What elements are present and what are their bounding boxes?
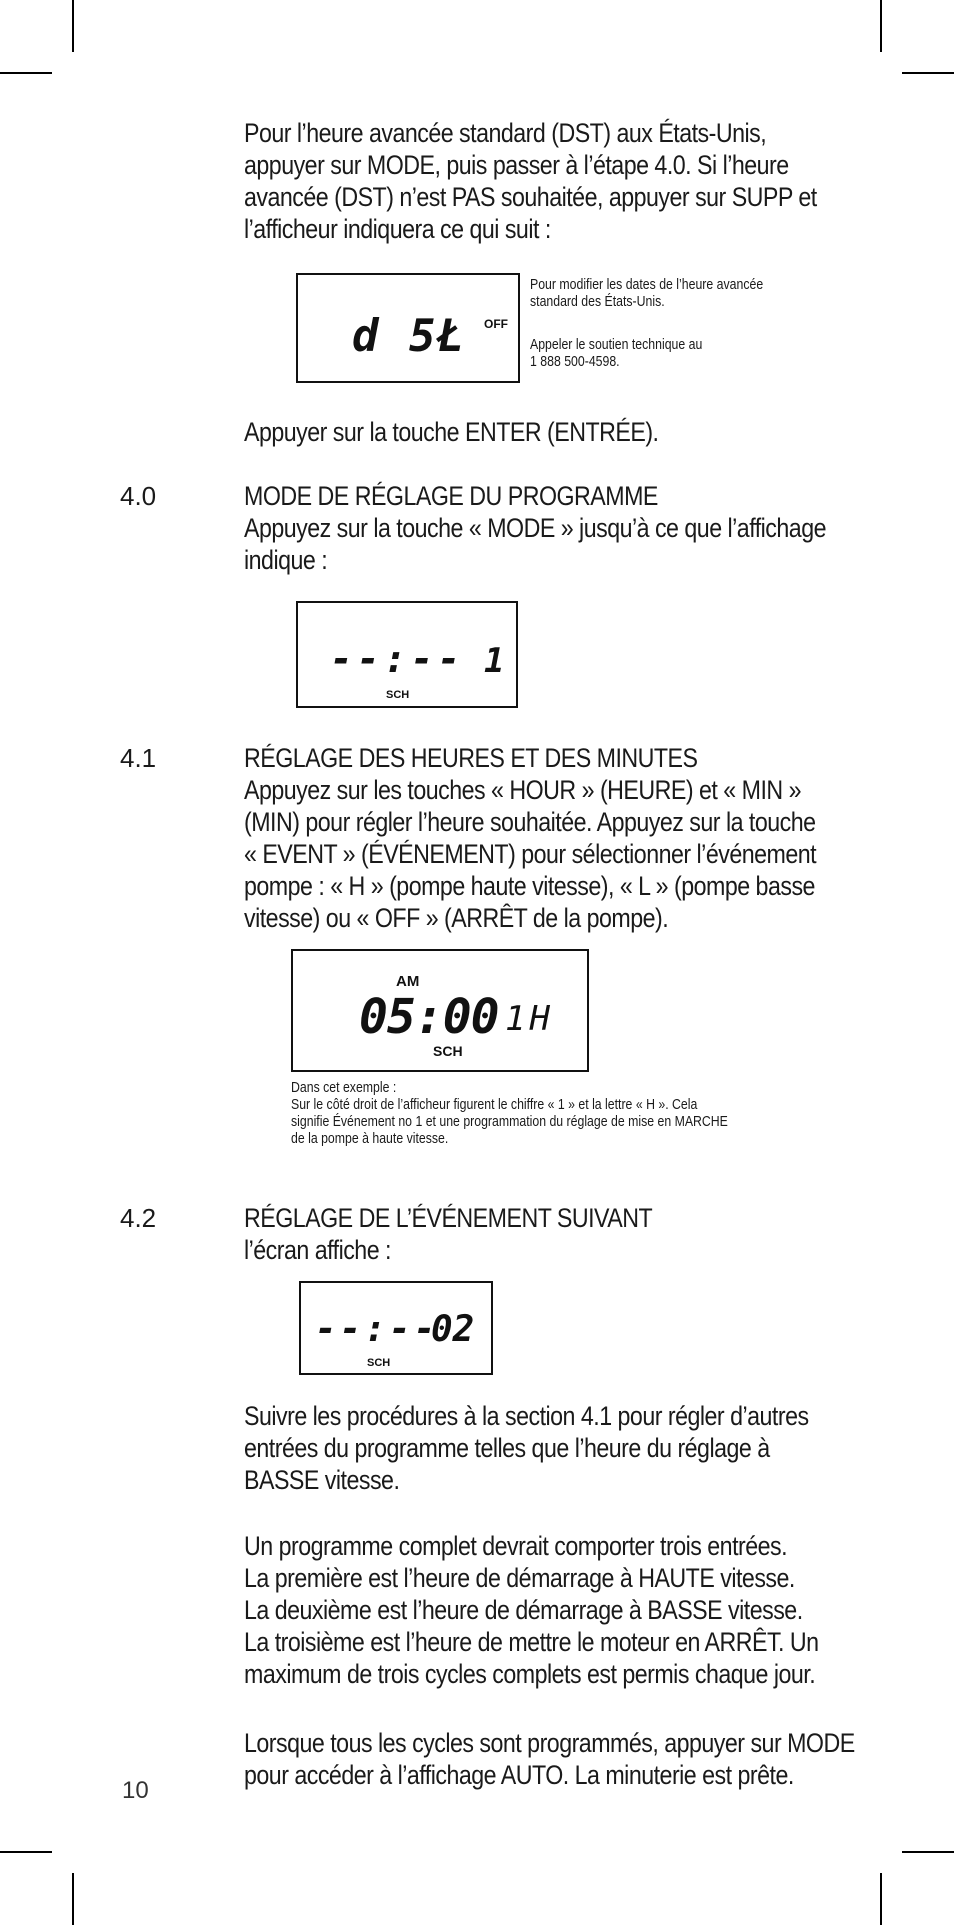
crop-mark — [880, 1873, 882, 1925]
paragraph-line: pour accéder à l’affichage AUTO. La minuterie est prête. — [244, 1760, 794, 1790]
crop-mark — [902, 72, 954, 74]
display-time: --:-- — [330, 637, 465, 681]
section-line: (MIN) pour régler l’heure souhaitée. Appuyez sur la touche — [244, 807, 816, 837]
crop-mark — [0, 1851, 52, 1853]
section-line: Appuyez sur les touches « HOUR » (HEURE) et « MIN » — [244, 775, 801, 805]
section-line: « EVENT » (ÉVÉNEMENT) pour sélectionner l’événement — [244, 839, 817, 869]
dst-note-line: Appeler le soutien technique au — [530, 336, 703, 353]
crop-mark — [880, 0, 882, 52]
section-line: pompe : « H » (pompe haute vitesse), « L » (pompe basse — [244, 871, 815, 901]
display-ampm: AM — [396, 973, 420, 990]
schedule-display-example — [291, 949, 589, 1072]
section-title: RÉGLAGE DE L’ÉVÉNEMENT SUIVANT — [244, 1203, 653, 1233]
section-number: 4.1 — [120, 743, 157, 773]
dst-note-line: Pour modifier les dates de l’heure avancée — [530, 276, 764, 293]
display-event: 1 — [484, 641, 505, 681]
example-caption-line: Dans cet exemple : — [291, 1079, 397, 1096]
crop-mark — [902, 1851, 954, 1853]
dst-note-phone: 1 888 500-4598. — [530, 353, 620, 370]
section-title: MODE DE RÉGLAGE DU PROGRAMME — [244, 481, 658, 511]
display-time: --:-- — [315, 1309, 439, 1350]
enter-instruction: Appuyer sur la touche ENTER (ENTRÉE). — [244, 417, 659, 447]
paragraph-line: maximum de trois cycles complets est permis chaque jour. — [244, 1659, 816, 1689]
paragraph-line: La première est l’heure de démarrage à HAUTE vitesse. — [244, 1563, 795, 1593]
intro-line: l’afficheur indiquera ce qui suit : — [244, 214, 551, 244]
paragraph-line: Un programme complet devrait comporter trois entrées. — [244, 1531, 788, 1561]
section-number: 4.2 — [120, 1203, 157, 1233]
crop-mark — [72, 0, 74, 52]
section-line: Appuyez sur la touche « MODE » jusqu’à ce que l’affichage — [244, 513, 826, 543]
dst-display-value: d 5Ł — [352, 311, 466, 362]
example-caption-line: Sur le côté droit de l’afficheur figurent le chiffre « 1 » et la lettre « H ». Cela — [291, 1096, 698, 1113]
paragraph-line: BASSE vitesse. — [244, 1465, 400, 1495]
intro-line: appuyer sur MODE, puis passer à l’étape 4.0. Si l’heure — [244, 150, 789, 180]
page-number: 10 — [122, 1777, 149, 1804]
example-caption-line: signifie Événement no 1 et une programmation du réglage de mise en MARCHE — [291, 1113, 728, 1130]
dst-note-line: standard des États-Unis. — [530, 293, 665, 310]
paragraph-line: Lorsque tous les cycles sont programmés, appuyer sur MODE — [244, 1728, 855, 1758]
dst-off-flag: OFF — [484, 317, 508, 331]
paragraph-line: La troisième est l’heure de mettre le moteur en ARRÊT. Un — [244, 1627, 819, 1657]
intro-line: avancée (DST) n’est PAS souhaitée, appuyer sur SUPP et — [244, 182, 817, 212]
paragraph-line: Suivre les procédures à la section 4.1 pour régler d’autres — [244, 1401, 809, 1431]
example-caption-line: de la pompe à haute vitesse. — [291, 1130, 449, 1147]
crop-mark — [72, 1873, 74, 1925]
crop-mark — [0, 72, 52, 74]
display-sch-label: SCH — [386, 689, 410, 701]
section-number: 4.0 — [120, 481, 157, 511]
display-sch-label: SCH — [367, 1357, 391, 1369]
dst-display — [296, 273, 520, 383]
paragraph-line: La deuxième est l’heure de démarrage à BASSE vitesse. — [244, 1595, 803, 1625]
paragraph-line: entrées du programme telles que l’heure du réglage à — [244, 1433, 770, 1463]
schedule-display-next — [299, 1281, 493, 1375]
display-sch-label: SCH — [433, 1043, 463, 1059]
intro-line: Pour l’heure avancée standard (DST) aux États-Unis, — [244, 118, 767, 148]
schedule-display-empty — [296, 601, 518, 708]
display-time: 05:00 — [359, 989, 499, 1045]
display-event: 1H — [505, 999, 554, 1039]
section-line: indique : — [244, 545, 328, 575]
display-event: 02 — [431, 1309, 475, 1350]
section-title: RÉGLAGE DES HEURES ET DES MINUTES — [244, 743, 698, 773]
section-line: l’écran affiche : — [244, 1235, 391, 1265]
section-line: vitesse) ou « OFF » (ARRÊT de la pompe). — [244, 903, 669, 933]
